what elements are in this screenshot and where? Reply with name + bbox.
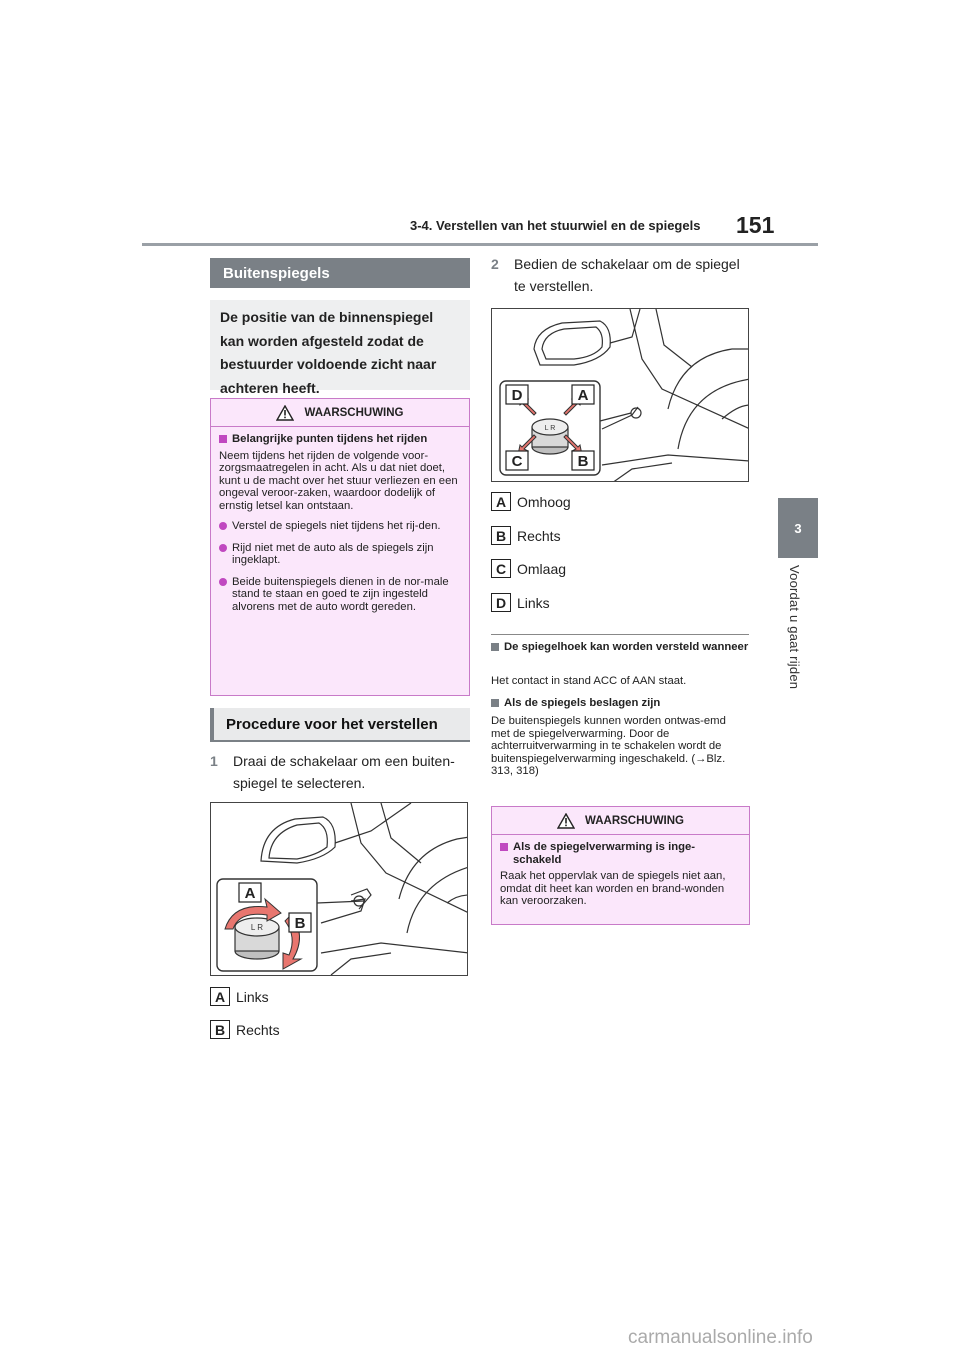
illustration-dashboard-1 <box>211 803 468 976</box>
figure-mirror-adjust <box>491 308 749 482</box>
intro-text: De positie van de binnenspiegel kan worden afgesteld zodat de bestuurder voldoende zicht naar achteren heeft. <box>210 300 470 390</box>
warning-subheading: Als de spiegelverwarming is inge-schakeld <box>500 841 741 866</box>
round-bullet-icon <box>219 544 227 552</box>
legend-text: Omhoog <box>517 493 571 510</box>
chapter-title: Voordat u gaat rijden <box>787 565 802 690</box>
step-1 <box>210 750 470 794</box>
legend-text: Links <box>517 594 550 611</box>
section-heading-buitenspiegels <box>210 258 470 288</box>
notes-divider <box>491 634 749 635</box>
legend-letter: A <box>491 492 511 511</box>
warning-title: WAARSCHUWING <box>584 814 685 827</box>
header-rule <box>142 243 818 246</box>
knob-icon <box>532 419 568 454</box>
warning-paragraph: Raak het oppervlak van de spiegels niet aan, omdat dit heet kan worden en brand-wonden kan veroorzaken. <box>500 870 726 907</box>
chapter-tab: 3 <box>778 498 818 558</box>
legend-item <box>210 987 269 1006</box>
warning-bullet: Rijd niet met de auto als de spiegels zijn ingeklapt. <box>219 542 461 567</box>
warning-triangle-icon <box>557 813 575 829</box>
warning-header <box>492 807 749 835</box>
legend-letter: B <box>491 526 511 545</box>
legend-letter: D <box>491 593 511 612</box>
note-text: Het contact in stand ACC of AAN staat. <box>491 675 687 687</box>
note-heading: De spiegelhoek kan worden versteld wanneer <box>491 641 749 654</box>
square-bullet-icon <box>500 843 508 851</box>
round-bullet-icon <box>219 522 227 530</box>
step-text: Bedien de schakelaar om de spiegel te verstellen. <box>514 256 740 294</box>
warning-subheading: Belangrijke punten tijdens het rijden <box>219 433 461 446</box>
section-heading-procedure <box>210 708 470 742</box>
warning-bullet: Verstel de spiegels niet tijdens het rij-den. <box>219 520 461 533</box>
svg-text:L R: L R <box>250 923 264 932</box>
legend-item <box>210 1020 280 1039</box>
square-bullet-icon <box>491 643 499 651</box>
illustration-dashboard-2 <box>492 309 749 482</box>
warning-box-1 <box>210 398 470 696</box>
knob-icon <box>235 918 279 959</box>
warning-title: WAARSCHUWING <box>304 406 404 419</box>
section-heading-text: Procedure voor het verstellen <box>226 715 438 733</box>
warning-header <box>211 399 469 427</box>
callout-A: A <box>244 885 256 902</box>
round-bullet-icon <box>219 578 227 586</box>
figure-mirror-select <box>210 802 468 976</box>
legend-text: Omlaag <box>517 560 567 577</box>
step-text: Draai de schakelaar om een buiten-spiegel te selecteren. <box>233 753 455 791</box>
legend-text: Rechts <box>517 527 561 544</box>
note-text: De buitenspiegels kunnen worden ontwas-emd met de spiegelverwarming. Door de achterruitverwarming in te schakelen wordt de buitenspiegelverwarming ingeschakeld. (→Blz. 313, 318) <box>491 715 726 777</box>
step-number: 1 <box>210 753 218 769</box>
legend-item <box>491 492 571 511</box>
legend-letter: C <box>491 559 511 578</box>
section-heading-text: Buitenspiegels <box>223 264 330 282</box>
legend-text: Rechts <box>236 1021 280 1038</box>
warning-paragraph: Neem tijdens het rijden de volgende voor-zorgsmaatregelen in acht. Als u dat niet doet, kunt u de macht over het stuur verliezen en een ongeval veroor-zaken, waardoor dodelijk of ernstig letsel kan ontstaan. <box>219 449 458 512</box>
legend-item <box>491 559 566 578</box>
callout-D: D <box>511 387 523 404</box>
legend-text: Links <box>236 988 269 1005</box>
callout-C: C <box>511 453 523 470</box>
page-number: 151 <box>736 212 775 238</box>
warning-box-2 <box>491 806 750 925</box>
note-heading: Als de spiegels beslagen zijn <box>491 697 749 710</box>
section-title: 3-4. Verstellen van het stuurwiel en de spiegels <box>410 218 701 233</box>
square-bullet-icon <box>219 435 227 443</box>
legend-letter: A <box>210 987 230 1006</box>
warning-triangle-icon <box>276 405 294 421</box>
warning-bullet: Beide buitenspiegels dienen in de nor-male stand te staan en goed te zijn ingesteld alvorens met de auto wordt gereden. <box>219 576 461 614</box>
callout-A: A <box>577 387 589 404</box>
callout-B: B <box>294 915 306 932</box>
legend-letter: B <box>210 1020 230 1039</box>
svg-text:L R: L R <box>544 425 556 432</box>
legend-item <box>491 593 550 612</box>
square-bullet-icon <box>491 699 499 707</box>
callout-B: B <box>577 453 589 470</box>
step-2 <box>491 253 751 297</box>
step-number: 2 <box>491 256 499 272</box>
watermark: carmanualsonline.info <box>628 1327 813 1348</box>
legend-item <box>491 526 561 545</box>
